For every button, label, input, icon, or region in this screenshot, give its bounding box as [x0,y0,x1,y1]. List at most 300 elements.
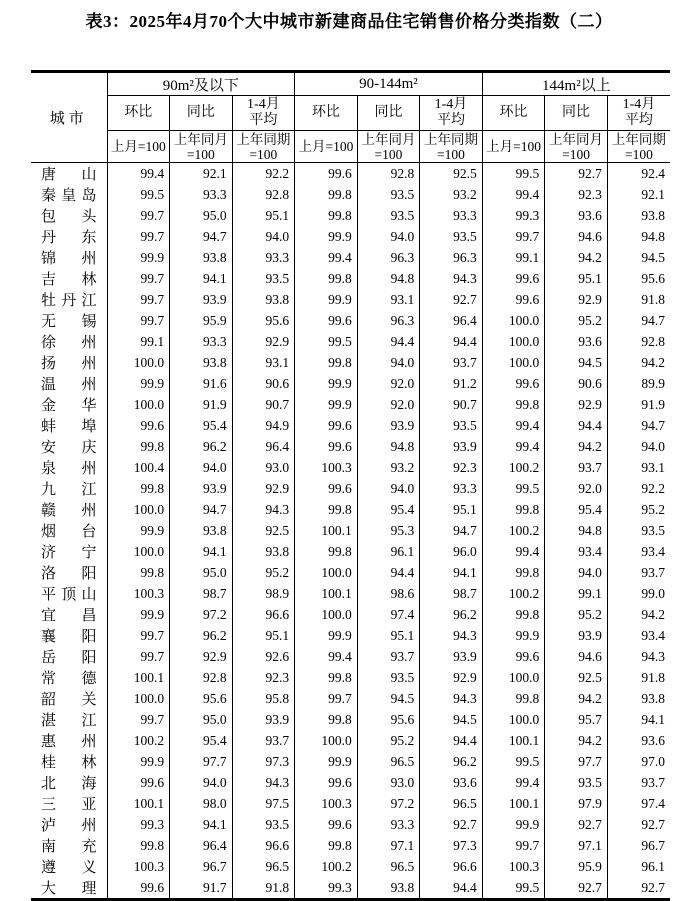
city-name: 秦皇岛 [31,184,107,205]
index-value: 100.1 [107,667,170,688]
city-name: 南充 [31,835,107,856]
city-name: 安庆 [31,436,107,457]
index-value: 100.0 [295,730,358,751]
table-row [31,835,670,856]
index-value: 99.6 [295,310,358,331]
index-value: 99.7 [107,646,170,667]
city-name: 泉州 [31,457,107,478]
index-value: 93.9 [420,436,483,457]
index-value: 94.5 [420,709,483,730]
table-row [31,205,670,226]
table-row [31,730,670,751]
index-value: 99.8 [295,835,358,856]
index-value: 93.9 [232,709,295,730]
index-value: 94.0 [357,478,420,499]
index-value: 95.6 [232,310,295,331]
index-value: 99.4 [482,772,545,793]
group-header-90-below: 90m²及以下 [107,72,295,96]
index-value: 93.6 [420,772,483,793]
index-value: 100.2 [482,520,545,541]
table-row [31,268,670,289]
table-row [31,394,670,415]
index-value: 93.7 [607,562,670,583]
index-value: 92.7 [607,877,670,900]
index-value: 92.5 [420,163,483,185]
index-value: 93.3 [170,331,233,352]
index-value: 99.4 [295,646,358,667]
index-value: 93.5 [607,520,670,541]
index-value: 94.2 [607,604,670,625]
sub-header-mom: 环比 [295,96,358,131]
table-row [31,709,670,730]
index-value: 96.7 [170,856,233,877]
index-value: 94.5 [607,247,670,268]
index-value: 99.8 [295,205,358,226]
index-value: 93.9 [170,289,233,310]
index-value: 100.2 [107,730,170,751]
index-value: 99.4 [107,163,170,185]
index-value: 100.0 [107,352,170,373]
table-row [31,646,670,667]
city-name: 平顶山 [31,583,107,604]
index-value: 92.0 [357,394,420,415]
index-value: 91.2 [420,373,483,394]
index-value: 99.5 [482,163,545,185]
table-row [31,457,670,478]
index-value: 95.4 [357,499,420,520]
index-value: 93.5 [357,667,420,688]
index-value: 91.8 [607,667,670,688]
table-row [31,436,670,457]
index-value: 90.7 [420,394,483,415]
index-value: 99.3 [482,205,545,226]
index-value: 96.2 [170,625,233,646]
index-value: 95.1 [232,205,295,226]
index-value: 99.5 [482,751,545,772]
index-value: 96.2 [170,436,233,457]
city-name: 惠州 [31,730,107,751]
index-value: 93.7 [607,772,670,793]
index-value: 93.4 [545,541,608,562]
sub-header-avg: 1-4月 平均 [232,96,295,131]
index-value: 94.2 [607,352,670,373]
index-value: 99.8 [107,835,170,856]
city-name: 丹东 [31,226,107,247]
index-value: 99.1 [545,583,608,604]
index-value: 93.7 [232,730,295,751]
index-value: 100.0 [107,541,170,562]
index-value: 100.2 [482,457,545,478]
index-value: 99.7 [107,310,170,331]
sub-header-row [31,96,670,131]
index-value: 93.1 [232,352,295,373]
index-value: 94.7 [170,499,233,520]
index-value: 93.5 [357,184,420,205]
index-value: 99.6 [482,646,545,667]
index-value: 94.7 [420,520,483,541]
index-value: 92.9 [232,478,295,499]
city-name: 宜昌 [31,604,107,625]
index-value: 100.3 [107,583,170,604]
table-row [31,184,670,205]
index-value: 92.8 [232,184,295,205]
index-value: 92.2 [607,478,670,499]
index-value: 95.3 [357,520,420,541]
index-value: 98.6 [357,583,420,604]
city-name: 赣州 [31,499,107,520]
table-row [31,541,670,562]
index-value: 99.9 [295,289,358,310]
index-value: 100.3 [482,856,545,877]
index-value: 94.4 [357,331,420,352]
index-value: 93.8 [232,541,295,562]
index-value: 93.9 [420,646,483,667]
index-value: 97.5 [232,793,295,814]
table-row [31,310,670,331]
index-value: 93.6 [545,331,608,352]
sub-header-mom: 环比 [107,96,170,131]
index-value: 94.0 [232,226,295,247]
city-name: 岳阳 [31,646,107,667]
index-value: 94.3 [232,772,295,793]
city-name: 吉林 [31,268,107,289]
index-value: 100.0 [482,310,545,331]
index-value: 93.7 [420,352,483,373]
index-value: 95.6 [607,268,670,289]
index-value: 99.6 [295,814,358,835]
base-header-prev-month: 上月=100 [107,131,170,163]
city-name: 济宁 [31,541,107,562]
index-value: 95.4 [170,415,233,436]
index-value: 93.8 [607,205,670,226]
index-value: 92.0 [357,373,420,394]
city-name: 温州 [31,373,107,394]
base-header-same-period: 上年同期 =100 [420,131,483,163]
index-value: 93.3 [170,184,233,205]
index-value: 94.4 [420,877,483,900]
index-value: 99.8 [107,478,170,499]
index-value: 94.4 [357,562,420,583]
index-value: 100.0 [482,352,545,373]
index-value: 90.6 [232,373,295,394]
table-row [31,583,670,604]
index-value: 97.3 [232,751,295,772]
index-value: 94.1 [170,541,233,562]
index-value: 95.9 [545,856,608,877]
index-value: 93.4 [607,625,670,646]
index-value: 94.1 [420,562,483,583]
index-value: 92.9 [420,667,483,688]
index-value: 92.3 [420,457,483,478]
index-value: 93.9 [357,415,420,436]
table-row [31,289,670,310]
index-value: 91.8 [232,877,295,900]
index-value: 92.7 [607,814,670,835]
index-value: 92.8 [607,331,670,352]
sub-header-mom: 环比 [482,96,545,131]
index-value: 92.8 [170,667,233,688]
index-value: 99.9 [107,751,170,772]
index-value: 92.3 [545,184,608,205]
index-value: 93.2 [357,457,420,478]
index-value: 96.3 [420,247,483,268]
city-name: 桂林 [31,751,107,772]
index-value: 98.7 [420,583,483,604]
index-value: 93.0 [232,457,295,478]
index-value: 92.5 [545,667,608,688]
city-name: 徐州 [31,331,107,352]
index-value: 100.0 [482,331,545,352]
index-value: 99.5 [482,877,545,900]
index-value: 93.8 [607,688,670,709]
index-value: 91.8 [607,289,670,310]
table-row [31,814,670,835]
index-value: 99.6 [107,877,170,900]
index-value: 99.8 [295,184,358,205]
sub-header-yoy: 同比 [170,96,233,131]
city-name: 包头 [31,205,107,226]
index-value: 99.4 [482,436,545,457]
index-value: 100.0 [107,394,170,415]
index-value: 92.3 [232,667,295,688]
index-value: 95.0 [170,709,233,730]
index-value: 93.3 [357,814,420,835]
table-row [31,562,670,583]
index-value: 94.3 [232,499,295,520]
index-value: 94.0 [170,457,233,478]
index-value: 99.7 [295,688,358,709]
index-value: 96.4 [170,835,233,856]
index-value: 100.2 [295,856,358,877]
index-value: 94.2 [545,688,608,709]
index-value: 94.3 [420,688,483,709]
index-value: 94.1 [607,709,670,730]
index-value: 99.8 [295,499,358,520]
index-value: 99.1 [107,331,170,352]
city-name: 唐山 [31,163,107,185]
index-value: 94.3 [607,646,670,667]
index-value: 97.9 [545,793,608,814]
table-row [31,751,670,772]
index-value: 99.9 [482,814,545,835]
index-value: 99.8 [295,268,358,289]
index-value: 96.5 [232,856,295,877]
index-value: 100.0 [107,499,170,520]
index-value: 100.0 [107,688,170,709]
index-value: 99.6 [295,436,358,457]
index-value: 94.0 [170,772,233,793]
city-name: 襄阳 [31,625,107,646]
index-value: 96.5 [357,751,420,772]
index-value: 99.7 [107,625,170,646]
index-value: 96.4 [420,310,483,331]
index-value: 99.6 [295,415,358,436]
index-value: 99.8 [295,352,358,373]
sub-header-yoy: 同比 [545,96,608,131]
index-value: 94.4 [545,415,608,436]
index-value: 92.6 [232,646,295,667]
base-header-prev-month: 上月=100 [295,131,358,163]
table-row [31,520,670,541]
table-row [31,226,670,247]
index-value: 95.0 [170,205,233,226]
sub-header-avg: 1-4月 平均 [420,96,483,131]
index-value: 100.3 [107,856,170,877]
index-value: 96.2 [420,604,483,625]
index-value: 99.9 [295,226,358,247]
index-value: 99.3 [295,877,358,900]
index-value: 94.1 [170,814,233,835]
index-value: 94.8 [357,268,420,289]
city-name: 牡丹江 [31,289,107,310]
index-value: 92.9 [170,646,233,667]
table-row [31,877,670,900]
index-value: 100.1 [295,520,358,541]
index-value: 96.7 [607,835,670,856]
index-value: 93.5 [420,415,483,436]
index-value: 99.4 [482,541,545,562]
index-value: 99.8 [482,688,545,709]
index-value: 99.5 [107,184,170,205]
index-value: 96.6 [232,604,295,625]
index-value: 94.2 [545,730,608,751]
index-value: 92.8 [357,163,420,185]
index-value: 94.6 [545,646,608,667]
index-value: 98.7 [170,583,233,604]
index-value: 93.6 [607,730,670,751]
table-row [31,667,670,688]
index-value: 93.6 [545,205,608,226]
index-value: 95.2 [545,310,608,331]
index-value: 95.9 [170,310,233,331]
index-value: 92.9 [545,289,608,310]
index-value: 100.0 [295,562,358,583]
index-value: 93.1 [357,289,420,310]
city-name: 大理 [31,877,107,900]
index-value: 94.4 [420,331,483,352]
index-value: 94.0 [357,352,420,373]
table-title: 表3：2025年4月70个大中城市新建商品住宅销售价格分类指数（二） [85,12,613,31]
index-value: 90.6 [545,373,608,394]
index-value: 99.6 [482,289,545,310]
index-value: 94.0 [607,436,670,457]
city-name: 湛江 [31,709,107,730]
index-value: 94.1 [170,268,233,289]
index-value: 93.7 [545,457,608,478]
index-value: 99.9 [107,604,170,625]
base-header-same-month: 上年同月 =100 [545,131,608,163]
table-row [31,625,670,646]
table-row [31,331,670,352]
sub-header-yoy: 同比 [357,96,420,131]
table-row [31,415,670,436]
index-value: 100.0 [482,709,545,730]
city-name: 泸州 [31,814,107,835]
table-row [31,772,670,793]
index-value: 95.4 [545,499,608,520]
index-value: 100.3 [295,457,358,478]
city-name: 九江 [31,478,107,499]
index-value: 97.4 [607,793,670,814]
index-value: 94.2 [545,247,608,268]
index-value: 92.7 [420,289,483,310]
city-name: 金华 [31,394,107,415]
index-value: 93.8 [170,352,233,373]
index-value: 96.0 [420,541,483,562]
index-value: 99.4 [482,415,545,436]
index-value: 94.9 [232,415,295,436]
index-value: 99.6 [295,163,358,185]
table-row [31,478,670,499]
index-value: 92.5 [232,520,295,541]
index-value: 96.1 [357,541,420,562]
index-value: 94.0 [545,562,608,583]
index-value: 99.8 [482,499,545,520]
index-value: 92.1 [607,184,670,205]
index-value: 95.2 [232,562,295,583]
city-name: 三亚 [31,793,107,814]
city-name: 洛阳 [31,562,107,583]
index-value: 95.0 [170,562,233,583]
index-value: 99.6 [482,373,545,394]
index-value: 93.4 [607,541,670,562]
base-header-prev-month: 上月=100 [482,131,545,163]
index-value: 91.9 [607,394,670,415]
index-value: 94.3 [420,625,483,646]
index-value: 96.2 [420,751,483,772]
city-name: 无锡 [31,310,107,331]
index-value: 93.8 [170,247,233,268]
index-value: 99.8 [295,667,358,688]
city-name: 蚌埠 [31,415,107,436]
index-value: 96.5 [420,793,483,814]
index-value: 92.9 [545,394,608,415]
index-value: 95.1 [420,499,483,520]
index-value: 95.1 [357,625,420,646]
index-value: 97.2 [170,604,233,625]
index-value: 99.8 [295,709,358,730]
city-name: 北海 [31,772,107,793]
index-value: 91.6 [170,373,233,394]
index-value: 97.3 [420,835,483,856]
index-value: 99.9 [107,373,170,394]
index-value: 99.9 [295,394,358,415]
index-value: 95.1 [232,625,295,646]
index-value: 99.5 [295,331,358,352]
index-value: 99.7 [107,226,170,247]
index-value: 99.6 [295,478,358,499]
index-value: 91.7 [170,877,233,900]
sub-header-avg: 1-4月 平均 [607,96,670,131]
index-value: 95.2 [545,604,608,625]
index-value: 95.2 [357,730,420,751]
index-value: 93.8 [232,289,295,310]
index-value: 99.8 [482,394,545,415]
index-value: 94.6 [545,226,608,247]
index-value: 100.1 [295,583,358,604]
city-name: 韶关 [31,688,107,709]
index-value: 92.0 [545,478,608,499]
index-value: 93.3 [232,247,295,268]
index-value: 93.5 [232,814,295,835]
city-name: 烟台 [31,520,107,541]
index-value: 94.3 [420,268,483,289]
index-value: 92.7 [545,163,608,185]
index-value: 99.9 [295,625,358,646]
index-value: 98.0 [170,793,233,814]
index-value: 100.1 [107,793,170,814]
table-row [31,856,670,877]
